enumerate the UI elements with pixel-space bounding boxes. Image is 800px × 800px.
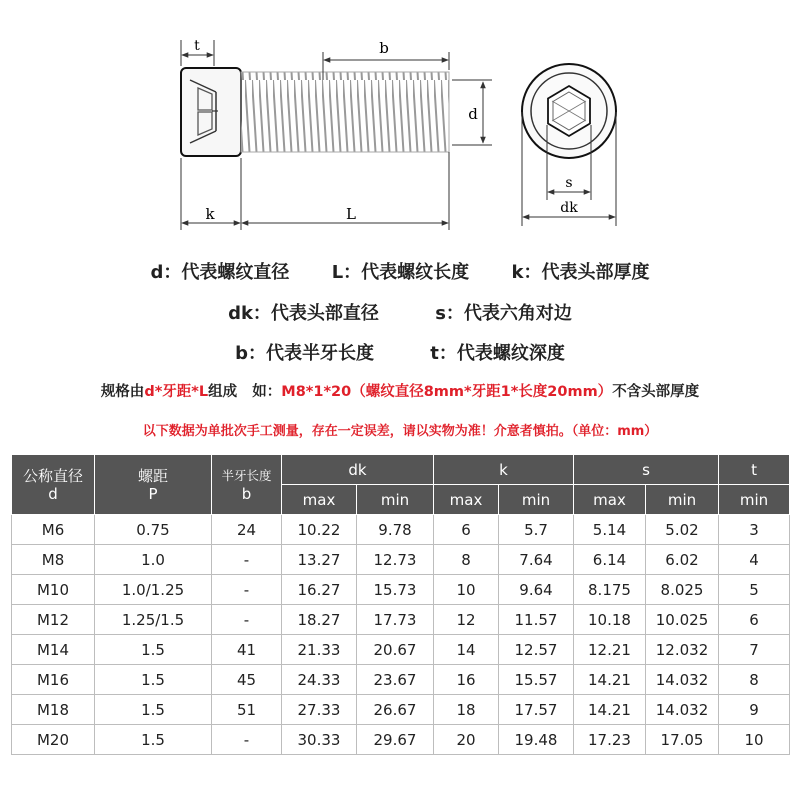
table-cell: 14.032: [646, 695, 719, 725]
table-cell: M18: [12, 695, 95, 725]
dimension-d: [452, 80, 492, 145]
header-nominal-diameter: 公称直径 d: [12, 455, 95, 515]
table-cell: 6: [719, 605, 790, 635]
legend-b: b：代表半牙长度: [235, 343, 374, 364]
table-cell: 7.64: [499, 545, 574, 575]
label-d: d: [468, 105, 478, 123]
table-cell: 15.57: [499, 665, 574, 695]
label-k: k: [205, 205, 215, 223]
table-cell: 45: [212, 665, 282, 695]
table-row: [12, 695, 790, 725]
table-cell: 3: [719, 515, 790, 545]
table-cell: 7: [719, 635, 790, 665]
table-cell: 14.21: [574, 665, 646, 695]
table-row: [12, 665, 790, 695]
table-cell: 1.5: [95, 665, 212, 695]
table-cell: 1.5: [95, 635, 212, 665]
table-cell: 21.33: [282, 635, 357, 665]
table-header-row-1: [12, 455, 790, 485]
table-cell: 24: [212, 515, 282, 545]
spec-table-body: [12, 515, 790, 755]
label-L: L: [346, 205, 356, 223]
table-cell: 19.48: [499, 725, 574, 755]
table-cell: 12.032: [646, 635, 719, 665]
table-cell: 12: [434, 605, 499, 635]
table-cell: 12.73: [357, 545, 434, 575]
table-cell: 10.025: [646, 605, 719, 635]
legend-t: t：代表螺纹深度: [430, 343, 565, 364]
table-cell: M20: [12, 725, 95, 755]
table-cell: 1.0/1.25: [95, 575, 212, 605]
table-cell: 6.02: [646, 545, 719, 575]
table-cell: M8: [12, 545, 95, 575]
table-cell: 16: [434, 665, 499, 695]
header-pitch: 螺距 P: [95, 455, 212, 515]
table-cell: 26.67: [357, 695, 434, 725]
spec-format-line: [0, 380, 800, 401]
spec-table: [11, 454, 790, 755]
table-cell: 10: [434, 575, 499, 605]
spec-text-2: d*牙距*L: [144, 384, 209, 400]
measurement-note: 以下数据为单批次手工测量，存在一定误差，请以实物为准！介意者慎拍。（单位：mm）: [142, 424, 658, 439]
table-row: [12, 545, 790, 575]
table-cell: 17.05: [646, 725, 719, 755]
label-dk: dk: [560, 200, 578, 216]
legend-row-1: [0, 258, 800, 284]
table-cell: 5: [719, 575, 790, 605]
bolt-shank: [241, 72, 449, 152]
label-s: s: [565, 175, 573, 191]
table-cell: 6.14: [574, 545, 646, 575]
table-cell: 41: [212, 635, 282, 665]
table-row: [12, 515, 790, 545]
header-s-max: max: [574, 485, 646, 515]
table-cell: 9: [719, 695, 790, 725]
table-cell: 5.7: [499, 515, 574, 545]
table-cell: 1.0: [95, 545, 212, 575]
dimension-L: [242, 152, 449, 230]
table-cell: 23.67: [357, 665, 434, 695]
table-cell: M14: [12, 635, 95, 665]
table-cell: 9.64: [499, 575, 574, 605]
bolt-head: [181, 68, 241, 156]
header-t-min: min: [719, 485, 790, 515]
table-cell: 9.78: [357, 515, 434, 545]
table-cell: 10.18: [574, 605, 646, 635]
dimension-t: [181, 38, 214, 66]
table-cell: 24.33: [282, 665, 357, 695]
table-cell: 30.33: [282, 725, 357, 755]
table-cell: 29.67: [357, 725, 434, 755]
table-cell: 6: [434, 515, 499, 545]
header-dk-min: min: [357, 485, 434, 515]
table-cell: M16: [12, 665, 95, 695]
legend-L: L：代表螺纹长度: [331, 262, 470, 283]
table-cell: 17.23: [574, 725, 646, 755]
table-cell: M10: [12, 575, 95, 605]
table-row: [12, 635, 790, 665]
legend-row-3: [0, 339, 800, 365]
table-cell: 18.27: [282, 605, 357, 635]
table-row: [12, 605, 790, 635]
table-cell: 5.02: [646, 515, 719, 545]
table-cell: 14.032: [646, 665, 719, 695]
spec-text-5: 不含头部厚度: [612, 384, 700, 400]
table-cell: 17.57: [499, 695, 574, 725]
table-cell: 14.21: [574, 695, 646, 725]
table-cell: 20.67: [357, 635, 434, 665]
bolt-end-view: [522, 64, 616, 158]
table-cell: 51: [212, 695, 282, 725]
table-cell: 1.5: [95, 695, 212, 725]
legend-s: s：代表六角对边: [435, 303, 572, 324]
table-cell: 15.73: [357, 575, 434, 605]
header-s-min: min: [646, 485, 719, 515]
legend-d: d：代表螺纹直径: [150, 262, 290, 283]
legend-k: k：代表头部厚度: [511, 262, 650, 283]
table-cell: 11.57: [499, 605, 574, 635]
table-cell: -: [212, 725, 282, 755]
legend-dk: dk：代表头部直径: [228, 303, 379, 324]
table-cell: 17.73: [357, 605, 434, 635]
table-cell: 8: [434, 545, 499, 575]
label-t: t: [194, 38, 200, 54]
label-b: b: [379, 39, 389, 57]
table-cell: 20: [434, 725, 499, 755]
table-cell: -: [212, 575, 282, 605]
spec-text-1: 规格由: [100, 384, 145, 400]
table-cell: 8.025: [646, 575, 719, 605]
table-cell: 14: [434, 635, 499, 665]
table-row: [12, 725, 790, 755]
table-cell: -: [212, 605, 282, 635]
table-cell: 12.57: [499, 635, 574, 665]
bolt-technical-drawing: [0, 0, 800, 245]
table-cell: 18: [434, 695, 499, 725]
header-k-max: max: [434, 485, 499, 515]
table-cell: 12.21: [574, 635, 646, 665]
header-half-thread: 半牙长度 b: [212, 455, 282, 515]
table-cell: 13.27: [282, 545, 357, 575]
header-s: s: [574, 455, 719, 485]
table-row: [12, 575, 790, 605]
table-cell: 1.25/1.5: [95, 605, 212, 635]
legend-row-2: [0, 299, 800, 325]
header-k-min: min: [499, 485, 574, 515]
spec-text-4: M8*1*20（螺纹直径8mm*牙距1*长度20mm）: [281, 384, 613, 400]
table-cell: 10: [719, 725, 790, 755]
table-cell: 5.14: [574, 515, 646, 545]
table-cell: 16.27: [282, 575, 357, 605]
table-cell: 8.175: [574, 575, 646, 605]
table-cell: -: [212, 545, 282, 575]
header-k: k: [434, 455, 574, 485]
dimension-k: [181, 158, 241, 230]
spec-text-3: 组成 如：: [208, 384, 282, 400]
table-cell: 1.5: [95, 725, 212, 755]
table-cell: 0.75: [95, 515, 212, 545]
table-cell: M12: [12, 605, 95, 635]
header-dk: dk: [282, 455, 434, 485]
table-cell: 10.22: [282, 515, 357, 545]
table-cell: 8: [719, 665, 790, 695]
table-cell: M6: [12, 515, 95, 545]
table-cell: 4: [719, 545, 790, 575]
table-cell: 27.33: [282, 695, 357, 725]
header-t: t: [719, 455, 790, 485]
header-dk-max: max: [282, 485, 357, 515]
